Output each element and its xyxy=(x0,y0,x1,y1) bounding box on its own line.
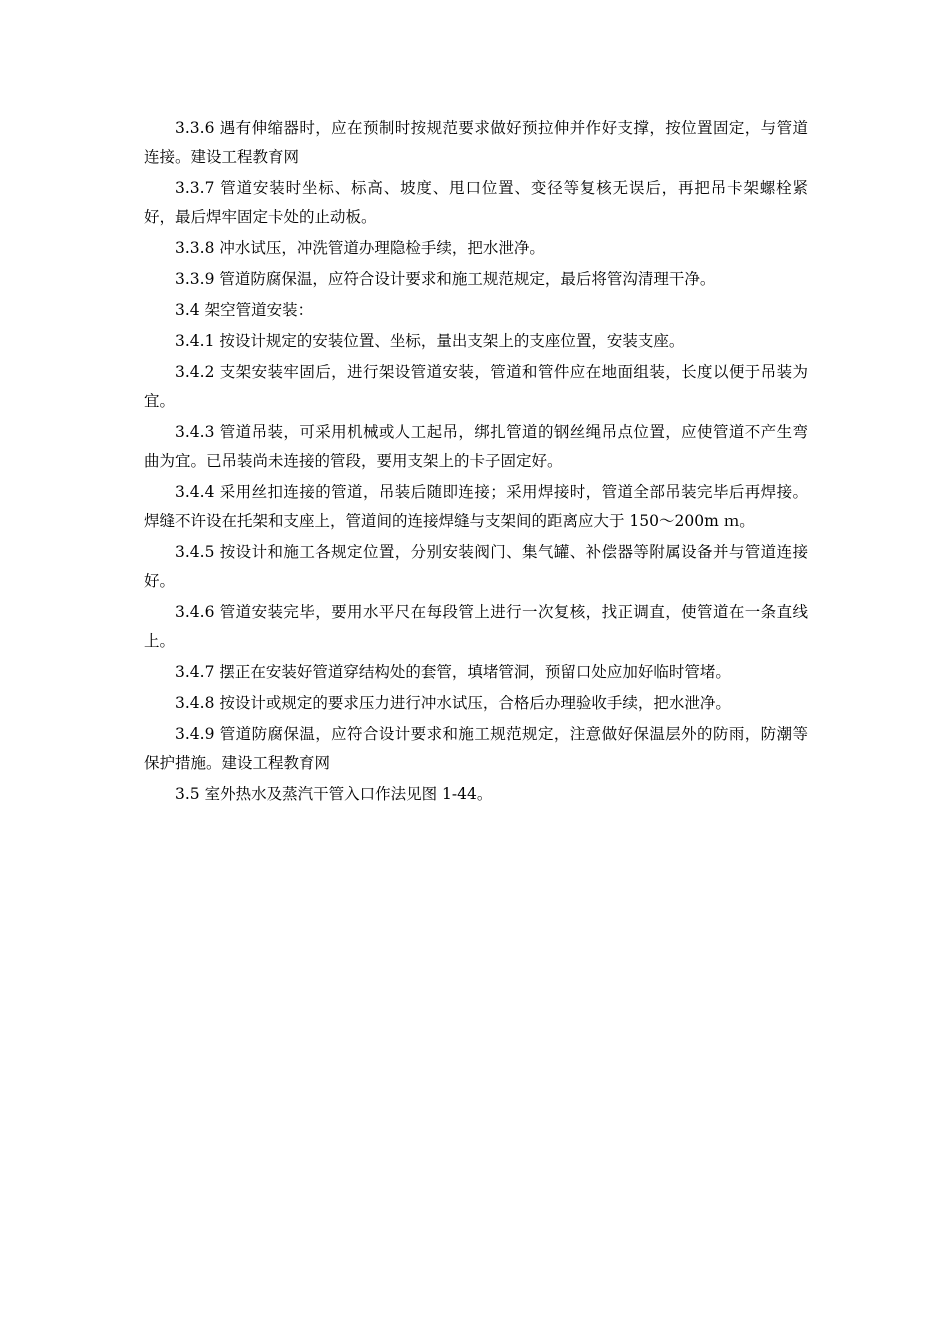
paragraph-3-5: 3.5 室外热水及蒸汽干管入口作法见图 1-44。 xyxy=(175,785,493,803)
paragraph-3-4-9: 3.4.9 管道防腐保温，应符合设计要求和施工规范规定，注意做好保温层外的防雨，防潮等保护措施。建设工程教育网 xyxy=(144,725,808,772)
paragraph-3-4-4: 3.4.4 采用丝扣连接的管道，吊装后随即连接；采用焊接时，管道全部吊装完毕后再焊接。焊缝不许设在托架和支座上，管道间的连接焊缝与支架间的距离应大于 150～200m ｍ。 xyxy=(144,483,808,530)
paragraph-3-3-7: 3.3.7 管道安装时坐标、标高、坡度、甩口位置、变径等复核无误后，再把吊卡架螺栓紧好，最后焊牢固定卡处的止动板。 xyxy=(144,179,808,226)
paragraph-3-3-6: 3.3.6 遇有伸缩器时，应在预制时按规范要求做好预拉伸并作好支撑，按位置固定，与管道连接。建设工程教育网 xyxy=(144,119,808,166)
paragraph-3-4-1: 3.4.1 按设计规定的安装位置、坐标，量出支架上的支座位置，安装支座。 xyxy=(175,332,685,350)
section-heading-3-4: 3.4 架空管道安装： xyxy=(175,301,314,319)
paragraph-3-4-6: 3.4.6 管道安装完毕，要用水平尺在每段管上进行一次复核，找正调直，使管道在一条直线上。 xyxy=(144,603,808,650)
paragraph-3-4-5: 3.4.5 按设计和施工各规定位置，分别安装阀门、集气罐、补偿器等附属设备并与管道连接好。 xyxy=(144,543,808,590)
paragraph-3-3-8: 3.3.8 冲水试压，冲洗管道办理隐检手续，把水泄净。 xyxy=(175,239,545,257)
paragraph-3-4-8: 3.4.8 按设计或规定的要求压力进行冲水试压，合格后办理验收手续，把水泄净。 xyxy=(175,694,731,712)
paragraph-3-4-7: 3.4.7 摆正在安装好管道穿结构处的套管，填堵管洞，预留口处应加好临时管堵。 xyxy=(175,663,731,681)
paragraph-3-3-9: 3.3.9 管道防腐保温，应符合设计要求和施工规范规定，最后将管沟清理干净。 xyxy=(175,270,716,288)
document-body xyxy=(144,114,808,811)
paragraph-3-4-2: 3.4.2 支架安装牢固后，进行架设管道安装，管道和管件应在地面组装，长度以便于吊装为宜。 xyxy=(144,363,808,410)
paragraph-3-4-3: 3.4.3 管道吊装，可采用机械或人工起吊，绑扎管道的钢丝绳吊点位置，应使管道不产生弯曲为宜。已吊装尚未连接的管段，要用支架上的卡子固定好。 xyxy=(144,423,808,470)
